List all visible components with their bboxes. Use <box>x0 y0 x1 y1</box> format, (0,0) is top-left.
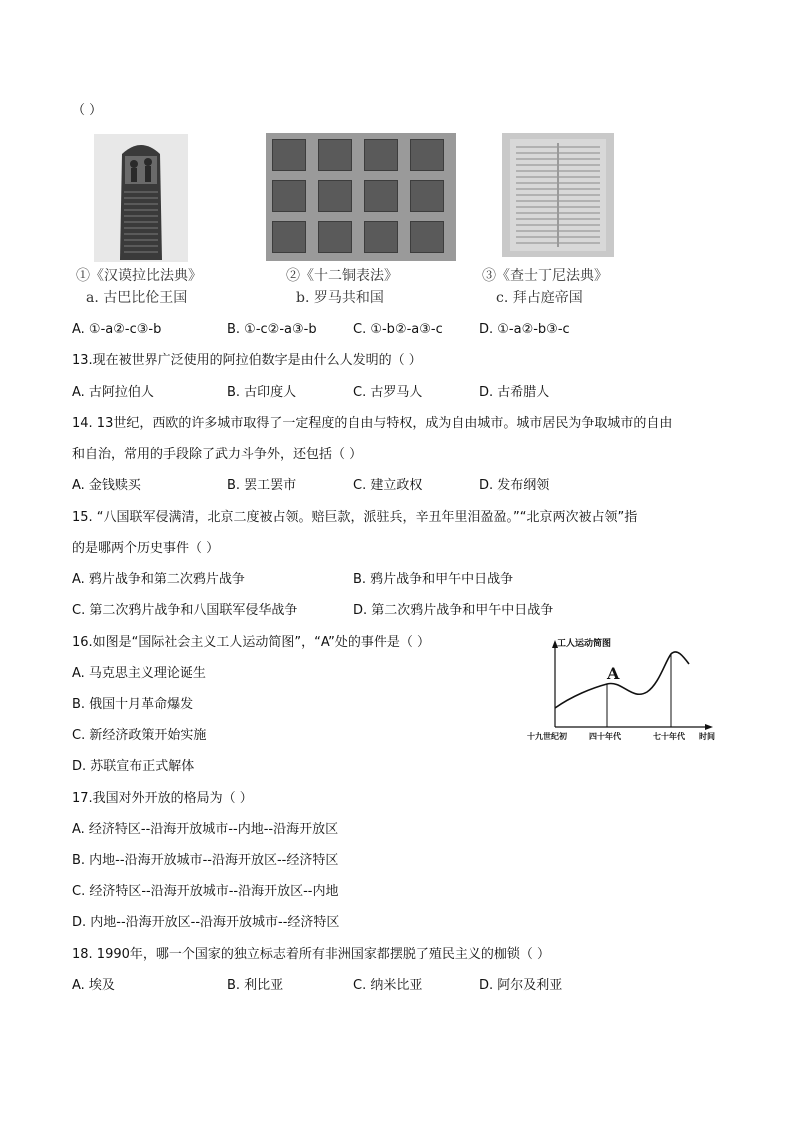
q16-option-d[interactable]: D. 苏联宣布正式解体 <box>72 759 195 774</box>
worker-movement-diagram <box>527 636 722 746</box>
q12-option-c[interactable]: C. ①-b②-a③-c <box>353 322 443 337</box>
manuscript-photo <box>502 133 614 257</box>
diagram-tick-2: 四十年代 <box>589 732 621 741</box>
bronze-tablets-photo <box>266 133 456 261</box>
tablet <box>364 180 398 212</box>
stele-photo <box>94 134 188 262</box>
caption-title-1: ①《汉谟拉比法典》 <box>76 268 202 284</box>
q15-stem-line2: 的是哪两个历史事件（ ） <box>72 541 220 556</box>
q14-option-a[interactable]: A. 金钱赎买 <box>72 478 141 493</box>
q18-option-a[interactable]: A. 埃及 <box>72 978 115 993</box>
q17-stem: 17.我国对外开放的格局为（ ） <box>72 791 253 806</box>
caption-sub-3: c. 拜占庭帝国 <box>496 290 583 306</box>
q14-option-b[interactable]: B. 罢工罢市 <box>227 478 297 493</box>
q14-stem-line1: 14. 13世纪，西欧的许多城市取得了一定程度的自由与特权，成为自由城市。城市居民为争取城市的自由 <box>72 416 673 431</box>
q18-option-d[interactable]: D. 阿尔及利亚 <box>479 978 563 993</box>
tablet <box>272 139 306 171</box>
tablet <box>318 221 352 253</box>
q15-option-c[interactable]: C. 第二次鸦片战争和八国联军侵华战争 <box>72 603 298 618</box>
caption-title-2: ②《十二铜表法》 <box>286 268 398 284</box>
q15-option-d[interactable]: D. 第二次鸦片战争和甲午中日战争 <box>353 603 554 618</box>
q17-option-c[interactable]: C. 经济特区--沿海开放城市--沿海开放区--内地 <box>72 884 339 899</box>
q18-stem: 18. 1990年，哪一个国家的独立标志着所有非洲国家都摆脱了殖民主义的枷锁（ ） <box>72 947 551 962</box>
q18-option-b[interactable]: B. 利比亚 <box>227 978 284 993</box>
q17-option-d[interactable]: D. 内地--沿海开放区--沿海开放城市--经济特区 <box>72 915 340 930</box>
q16-option-b[interactable]: B. 俄国十月革命爆发 <box>72 697 194 712</box>
tablet <box>272 221 306 253</box>
q13-option-d[interactable]: D. 古希腊人 <box>479 385 550 400</box>
diagram-title: 工人运动简图 <box>557 639 612 649</box>
tablet <box>410 139 444 171</box>
tablet <box>364 221 398 253</box>
q12-option-b[interactable]: B. ①-c②-a③-b <box>227 322 317 337</box>
q13-option-c[interactable]: C. 古罗马人 <box>353 385 423 400</box>
diagram-tick-1: 十九世纪初 <box>527 732 567 741</box>
tablet <box>318 139 352 171</box>
tablet <box>318 180 352 212</box>
tablet <box>272 180 306 212</box>
diagram-axis-label: 时间 <box>699 732 715 741</box>
q14-option-d[interactable]: D. 发布纲领 <box>479 478 550 493</box>
q15-stem-line1: 15. “八国联军侵满清，北京二度被占领。赔巨款，派驻兵，辛丑年里泪盈盈。”“北京两次被占领”指 <box>72 510 638 525</box>
q13-option-a[interactable]: A. 古阿拉伯人 <box>72 385 154 400</box>
tablet <box>364 139 398 171</box>
q16-option-a[interactable]: A. 马克思主义理论诞生 <box>72 666 206 681</box>
q16-option-c[interactable]: C. 新经济政策开始实施 <box>72 728 207 743</box>
tablet <box>410 221 444 253</box>
q15-option-b[interactable]: B. 鸦片战争和甲午中日战争 <box>353 572 514 587</box>
q17-option-b[interactable]: B. 内地--沿海开放城市--沿海开放区--经济特区 <box>72 853 339 868</box>
q13-option-b[interactable]: B. 古印度人 <box>227 385 297 400</box>
q14-option-c[interactable]: C. 建立政权 <box>353 478 423 493</box>
diagram-tick-3: 七十年代 <box>653 732 685 741</box>
caption-sub-1: a. 古巴比伦王国 <box>86 290 188 306</box>
q12-answer-paren: （ ） <box>72 103 103 118</box>
tablet <box>410 180 444 212</box>
q15-option-a[interactable]: A. 鸦片战争和第二次鸦片战争 <box>72 572 245 587</box>
q18-option-c[interactable]: C. 纳米比亚 <box>353 978 423 993</box>
q13-stem: 13.现在被世界广泛使用的阿拉伯数字是由什么人发明的（ ） <box>72 353 422 368</box>
diagram-point-a: A <box>607 664 620 683</box>
caption-sub-2: b. 罗马共和国 <box>296 290 384 306</box>
q17-option-a[interactable]: A. 经济特区--沿海开放城市--内地--沿海开放区 <box>72 822 339 837</box>
q12-option-a[interactable]: A. ①-a②-c③-b <box>72 322 162 337</box>
caption-title-3: ③《查士丁尼法典》 <box>482 268 608 284</box>
q12-option-d[interactable]: D. ①-a②-b③-c <box>479 322 570 337</box>
q16-stem: 16.如图是“国际社会主义工人运动简图”，“A”处的事件是（ ） <box>72 635 431 650</box>
q14-stem-line2: 和自治，常用的手段除了武力斗争外，还包括（ ） <box>72 447 363 462</box>
